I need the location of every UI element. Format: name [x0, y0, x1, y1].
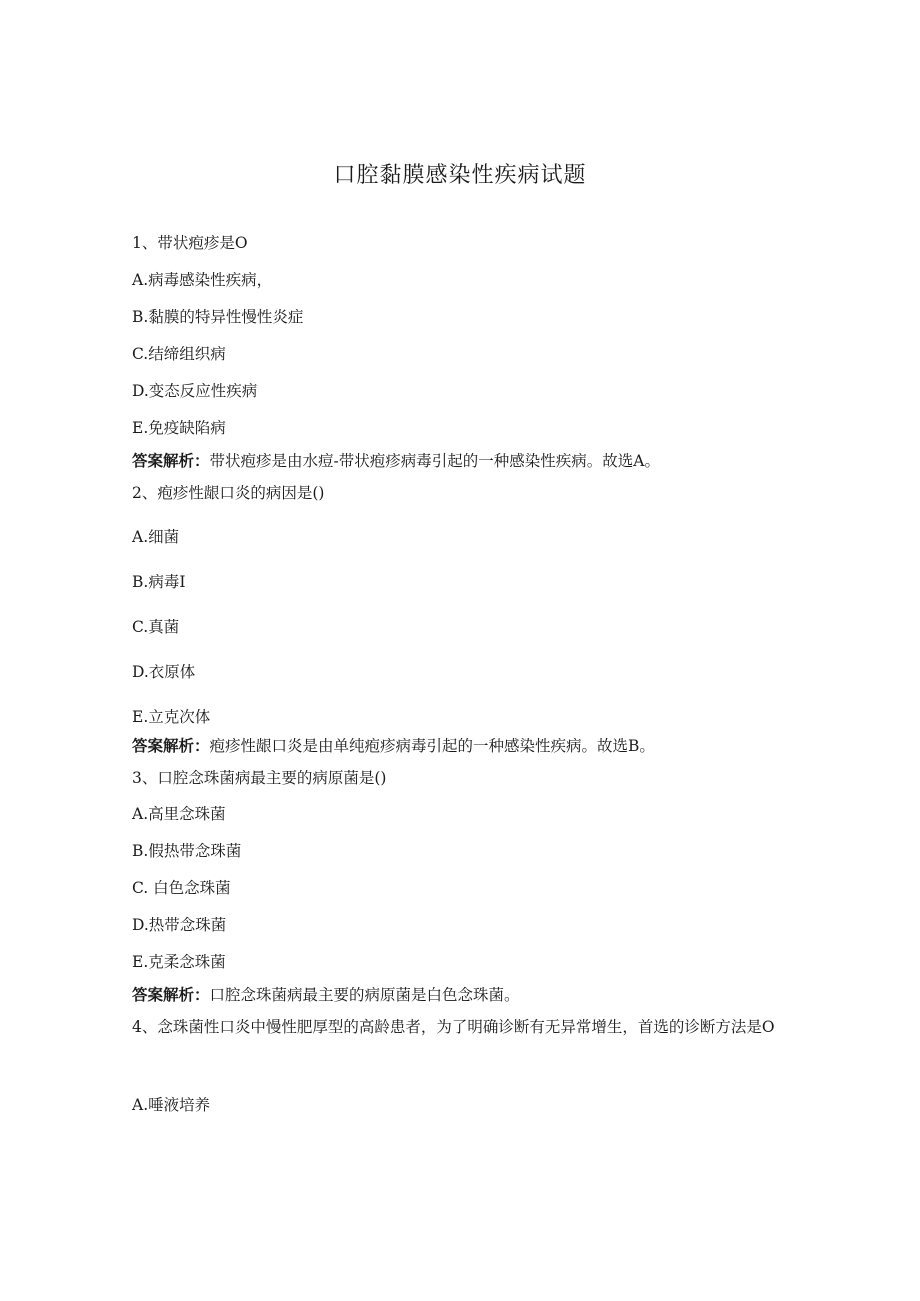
- answer-text: 疱疹性龈口炎是由单纯疱疹病毒引起的一种感染性疾病。故选B。: [209, 737, 655, 755]
- question-2-answer: [132, 735, 792, 757]
- question-3-option-c: C. 白色念珠菌: [132, 879, 231, 897]
- answer-label: 答案解析：: [132, 452, 210, 470]
- answer-label: 答案解析：: [132, 986, 210, 1004]
- question-1-option-c: C.结缔组织病: [132, 345, 226, 363]
- question-2-option-b: B.病毒I: [132, 573, 186, 591]
- question-1-option-e: E.免疫缺陷病: [132, 419, 226, 437]
- question-1-option-d: D.变态反应性疾病: [132, 382, 258, 400]
- answer-text: 口腔念珠菌病最主要的病原菌是白色念珠菌。: [209, 986, 520, 1004]
- question-2-option-c: C.真菌: [132, 618, 180, 636]
- question-3-option-a: A.高里念珠菌: [132, 805, 226, 823]
- question-1-option-a: A.病毒感染性疾病，: [132, 271, 273, 289]
- question-1-stem: 1、带状疱疹是O: [132, 234, 248, 252]
- question-1-answer: [132, 450, 792, 472]
- question-2-option-a: A.细菌: [132, 528, 180, 546]
- question-2-stem: 2、疱疹性龈口炎的病因是(): [132, 484, 325, 502]
- question-3-answer: [132, 984, 792, 1006]
- answer-label: 答案解析：: [132, 737, 210, 755]
- question-4-stem: 4、念珠菌性口炎中慢性肥厚型的高龄患者，为了明确诊断有无异常增生，首选的诊断方法是O: [132, 1018, 775, 1036]
- answer-text: 带状疱疹是由水痘-带状疱疹病毒引起的一种感染性疾病。故选A。: [209, 452, 660, 470]
- question-3-option-e: E.克柔念珠菌: [132, 953, 226, 971]
- question-4-option-a: A.唾液培养: [132, 1096, 211, 1114]
- question-1-option-b: B.黏膜的特异性慢性炎症: [132, 308, 304, 326]
- question-3-option-b: B.假热带念珠菌: [132, 842, 242, 860]
- question-3-stem: 3、口腔念珠菌病最主要的病原菌是(): [132, 769, 387, 787]
- document-title: 口腔黏膜感染性疾病试题: [333, 163, 587, 188]
- question-3-option-d: D.热带念珠菌: [132, 916, 227, 934]
- question-2-option-d: D.衣原体: [132, 663, 196, 681]
- question-2-option-e: E.立克次体: [132, 708, 211, 726]
